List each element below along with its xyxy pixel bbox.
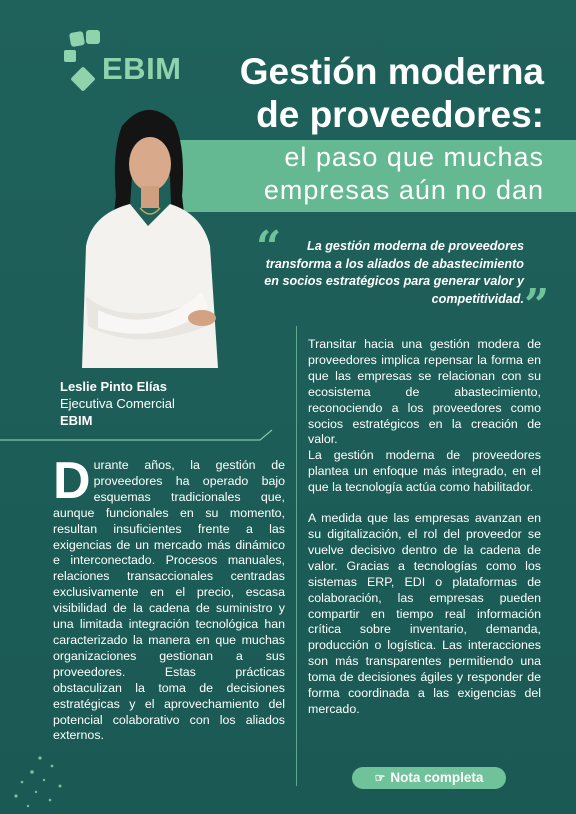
page-subtitle: el paso que muchas empresas aún no dan (263, 142, 544, 205)
quote-close-icon: ” (524, 280, 550, 331)
article-paragraph-1: Transitar hacia una gestión modera de proveedores implica repensar la forma en que las empresas se relacionan con su ecosistema de abastecimiento, reconociendo a los proveedores como socios estratégicos en la creación de valor. (308, 337, 541, 447)
author-company: EBIM (60, 413, 93, 428)
full-note-button[interactable] (352, 767, 506, 789)
article-left-column (53, 452, 285, 744)
article-left-text: urante años, la gestión de proveedores ha operado bajo esquemas tradicionales que, aunque funcionales en su momento, resultan insuficientes frente a las exigencias de un mercado más dinámico e interconectado. Procesos manuales, relaciones transaccionales centradas exclusivamente en el precio, escasa visibilidad de la cadena de suministro y una limitada integración tecnológica han caracterizado la manera en que muchas organizaciones gestionan a sus proveedores. Estas prácticas obstaculizan la toma de decisiones estratégicas y el aprovechamiento del potencial colaborativo con los aliados externos. (53, 458, 285, 743)
author-role: Ejecutiva Comercial (60, 396, 175, 411)
author-name: Leslie Pinto Elías (60, 379, 167, 394)
column-divider (296, 326, 297, 786)
brand-logo (64, 28, 204, 96)
article-paragraph-3: A medida que las empresas avanzan en su digitalización, el rol del proveedor se vuelve decisivo dentro de la cadena de valor. Gracias a tecnologías como los sistemas ERP, EDI o plataformas de colaboración, las empresas pueden compartir en tiempo real información crítica sobre inventario, demanda, producción o logística. Las interacciones son más transparentes permitiendo una toma de decisiones ágiles y responder de forma coordinada a las exigencias del mercado. (308, 511, 541, 716)
page-title: Gestión moderna de proveedores: (239, 51, 544, 135)
author-block (60, 378, 175, 429)
pull-quote: La gestión moderna de proveedores transforma a los aliados de abastecimiento en socios estratégicos para generar valor y competitividad. (264, 239, 524, 306)
author-photo (52, 96, 242, 368)
drop-cap: D (53, 452, 91, 510)
article-paragraph-2: La gestión moderna de proveedores plantea un enfoque más integrado, en el que la tecnología actúa como habilitador. (308, 448, 541, 495)
logo-text: EBIM (102, 51, 182, 86)
full-note-label: Nota completa (390, 770, 484, 785)
article-right-column (308, 337, 541, 718)
decorative-dots (10, 752, 80, 812)
pointing-hand-icon: ☞ (374, 771, 386, 785)
quote-open-icon: “ (256, 222, 282, 273)
author-divider (0, 429, 274, 441)
